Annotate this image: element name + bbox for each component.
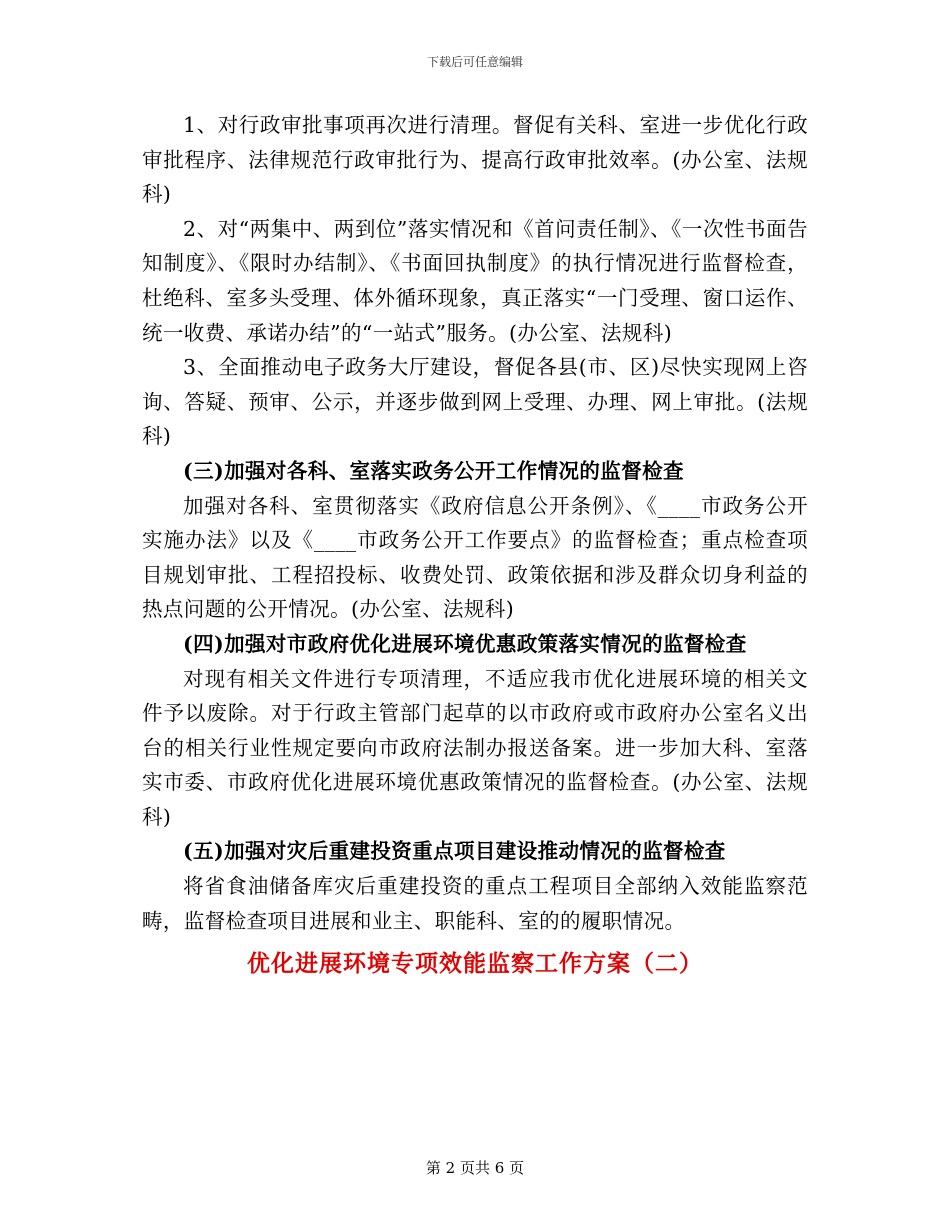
section-4-body: 对现有相关文件进行专项清理，不适应我市优化进展环境的相关文件予以废除。对于行政主管部门起草的以市政府或市政府办公室名义出台的相关行业性规定要向市政府法制办报送备案。进一步加大科、室落实市委、市政府优化进展环境优惠政策情况的监督检查。(办公室、法规科) xyxy=(142,666,808,829)
page-content xyxy=(142,108,808,984)
next-document-title: 优化进展环境专项效能监察工作方案（二） xyxy=(247,950,703,978)
section-3-body: 加强对各科、室贯彻落实《政府信息公开条例》、《____市政务公开实施办法》以及《____市政务公开工作要点》的监督检查；重点检查项目规划审批、工程招投标、收费处罚、政策依据和涉及群众切身利益的热点问题的公开情况。(办公室、法规科) xyxy=(142,493,808,622)
item-2-paragraph: 2、对“两集中、两到位”落实情况和《首问责任制》、《一次性书面告知制度》、《限时办结制》、《书面回执制度》的执行情况进行监督检查，杜绝科、室多头受理、体外循环现象，真正落实“一门受理、窗口运作、统一收费、承诺办结”的“一站式”服务。(办公室、法规科) xyxy=(142,216,808,345)
section-3-heading: (三)加强对各科、室落实政务公开工作情况的监督检查 xyxy=(183,458,684,483)
item-1-paragraph: 1、对行政审批事项再次进行清理。督促有关科、室进一步优化行政审批程序、法律规范行政审批行为、提高行政审批效率。(办公室、法规科) xyxy=(142,113,808,207)
item-3-paragraph: 3、全面推动电子政务大厅建设，督促各县(市、区)尽快实现网上咨询、答疑、预审、公示，并逐步做到网上受理、办理、网上审批。(法规科) xyxy=(142,355,808,449)
page-header: 下载后可任意编辑 xyxy=(426,55,523,69)
section-5-heading: (五)加强对灾后重建投资重点项目建设推动情况的监督检查 xyxy=(183,839,726,864)
section-4-heading: (四)加强对市政府优化进展环境优惠政策落实情况的监督检查 xyxy=(183,631,747,656)
page-footer: 第 2 页共 6 页 xyxy=(425,1159,525,1177)
section-5-body: 将省食油储备库灾后重建投资的重点工程项目全部纳入效能监察范畴，监督检查项目进展和业主、职能科、室的的履职情况。 xyxy=(142,874,808,933)
